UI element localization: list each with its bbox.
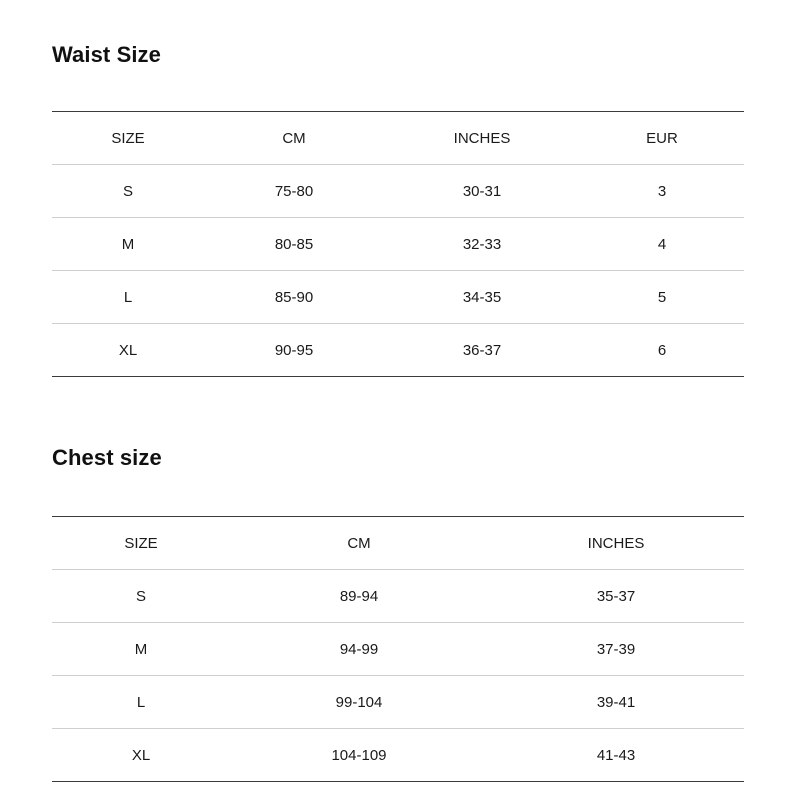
cell-cm: 104-109 — [230, 729, 488, 782]
cell-size: M — [52, 623, 230, 676]
waist-size-table — [52, 111, 744, 377]
cell-inches: 36-37 — [384, 324, 580, 377]
table-row — [52, 324, 744, 377]
column-header-eur: EUR — [580, 112, 744, 165]
table-header-row — [52, 112, 744, 165]
cell-inches: 35-37 — [488, 570, 744, 623]
cell-inches: 30-31 — [384, 165, 580, 218]
cell-inches: 37-39 — [488, 623, 744, 676]
table-header-row — [52, 517, 744, 570]
cell-eur: 3 — [580, 165, 744, 218]
table-row — [52, 570, 744, 623]
waist-size-title: Waist Size — [52, 42, 161, 68]
table-row — [52, 729, 744, 782]
cell-size: XL — [52, 324, 204, 377]
cell-cm: 94-99 — [230, 623, 488, 676]
table-row — [52, 676, 744, 729]
chest-size-table — [52, 516, 744, 782]
cell-size: S — [52, 165, 204, 218]
cell-inches: 41-43 — [488, 729, 744, 782]
cell-cm: 99-104 — [230, 676, 488, 729]
chest-size-title: Chest size — [52, 445, 162, 471]
cell-cm: 75-80 — [204, 165, 384, 218]
table-row — [52, 218, 744, 271]
cell-eur: 4 — [580, 218, 744, 271]
column-header-size: SIZE — [52, 517, 230, 570]
column-header-inches: INCHES — [384, 112, 580, 165]
cell-cm: 90-95 — [204, 324, 384, 377]
table-row — [52, 165, 744, 218]
table-row — [52, 623, 744, 676]
table-row — [52, 271, 744, 324]
cell-size: L — [52, 676, 230, 729]
column-header-cm: CM — [230, 517, 488, 570]
cell-cm: 80-85 — [204, 218, 384, 271]
cell-size: M — [52, 218, 204, 271]
cell-cm: 85-90 — [204, 271, 384, 324]
column-header-inches: INCHES — [488, 517, 744, 570]
cell-size: S — [52, 570, 230, 623]
cell-inches: 32-33 — [384, 218, 580, 271]
cell-cm: 89-94 — [230, 570, 488, 623]
cell-eur: 6 — [580, 324, 744, 377]
cell-size: XL — [52, 729, 230, 782]
cell-inches: 34-35 — [384, 271, 580, 324]
cell-eur: 5 — [580, 271, 744, 324]
cell-size: L — [52, 271, 204, 324]
cell-inches: 39-41 — [488, 676, 744, 729]
column-header-size: SIZE — [52, 112, 204, 165]
column-header-cm: CM — [204, 112, 384, 165]
